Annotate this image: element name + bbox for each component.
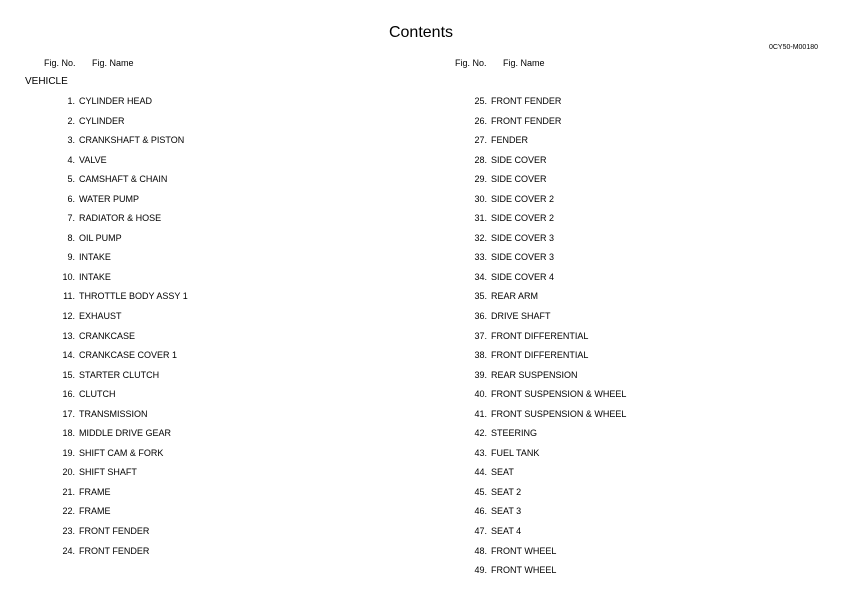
- contents-entry[interactable]: [40, 209, 188, 229]
- fig-name: OIL PUMP: [79, 232, 122, 243]
- fig-name: FRONT FENDER: [79, 545, 150, 556]
- fig-name: CRANKCASE: [79, 330, 136, 341]
- fig-number: 36.: [474, 311, 487, 322]
- contents-entry[interactable]: [40, 248, 188, 268]
- fig-name: FRAME: [79, 506, 111, 517]
- fig-name: FRAME: [79, 486, 111, 497]
- fig-number: 34.: [474, 271, 487, 282]
- contents-entry[interactable]: [40, 346, 188, 366]
- contents-entry[interactable]: [452, 346, 626, 366]
- contents-entry[interactable]: [40, 444, 188, 464]
- contents-entry[interactable]: [40, 151, 188, 171]
- fig-number: 48.: [474, 545, 487, 556]
- fig-name: CYLINDER: [79, 115, 125, 126]
- contents-entry[interactable]: [40, 307, 188, 327]
- fig-name: TRANSMISSION: [79, 408, 148, 419]
- page-title: Contents: [388, 24, 454, 41]
- fig-number: 23.: [62, 526, 75, 537]
- fig-name: SEAT: [491, 467, 514, 478]
- fig-name: INTAKE: [79, 252, 111, 263]
- fig-name: CRANKSHAFT & PISTON: [79, 135, 185, 146]
- fig-number: 43.: [474, 447, 487, 458]
- contents-entry[interactable]: [452, 542, 626, 562]
- fig-number: 16.: [62, 389, 75, 400]
- fig-number: 37.: [474, 330, 487, 341]
- fig-number: 30.: [474, 193, 487, 204]
- left-fig-name-header: Fig. Name: [92, 58, 134, 68]
- fig-name: SIDE COVER 4: [491, 271, 555, 282]
- fig-name: FRONT FENDER: [491, 115, 562, 126]
- fig-name: SEAT 2: [491, 486, 522, 497]
- contents-entry[interactable]: [452, 366, 626, 386]
- contents-list-left: [40, 92, 188, 561]
- contents-entry[interactable]: [452, 424, 626, 444]
- fig-name: SEAT 4: [491, 526, 522, 537]
- fig-name: SEAT 3: [491, 506, 522, 517]
- contents-entry[interactable]: [452, 287, 626, 307]
- section-heading-vehicle: VEHICLE: [25, 76, 68, 87]
- fig-number: 27.: [474, 135, 487, 146]
- fig-name: SIDE COVER 3: [491, 252, 555, 263]
- fig-number: 38.: [474, 350, 487, 361]
- fig-number: 29.: [474, 174, 487, 185]
- fig-number: 11.: [63, 291, 75, 302]
- fig-number: 6.: [67, 193, 75, 204]
- right-fig-no-header: Fig. No.: [455, 58, 487, 68]
- fig-name: FENDER: [491, 135, 529, 146]
- contents-entry[interactable]: [452, 327, 626, 347]
- fig-number: 20.: [62, 467, 75, 478]
- contents-entry[interactable]: [40, 483, 188, 503]
- contents-entry[interactable]: [452, 307, 626, 327]
- fig-number: 25.: [474, 96, 487, 106]
- fig-number: 5.: [67, 174, 75, 185]
- contents-entry[interactable]: [40, 268, 188, 288]
- contents-entry[interactable]: [452, 268, 626, 288]
- fig-name: VALVE: [79, 154, 107, 165]
- fig-number: 44.: [474, 467, 487, 478]
- contents-entry[interactable]: [452, 112, 626, 132]
- contents-entry[interactable]: [40, 327, 188, 347]
- fig-number: 42.: [474, 428, 487, 439]
- fig-name: SIDE COVER 2: [491, 213, 555, 224]
- fig-number: 21.: [62, 486, 75, 497]
- contents-entry[interactable]: [40, 542, 188, 562]
- contents-entry[interactable]: [40, 385, 188, 405]
- fig-name: FRONT DIFFERENTIAL: [491, 350, 589, 361]
- fig-number: 39.: [474, 369, 487, 380]
- fig-number: 2.: [67, 115, 75, 126]
- contents-entry[interactable]: [40, 170, 188, 190]
- fig-name: SIDE COVER: [491, 174, 547, 185]
- fig-name: FRONT WHEEL: [491, 545, 557, 556]
- fig-number: 33.: [474, 252, 487, 263]
- fig-number: 32.: [474, 232, 487, 243]
- contents-entry[interactable]: [40, 287, 188, 307]
- fig-name: SHIFT SHAFT: [79, 467, 137, 478]
- fig-name: REAR ARM: [491, 291, 539, 302]
- contents-entry[interactable]: [452, 463, 626, 483]
- fig-number: 4.: [67, 154, 75, 165]
- fig-name: FRONT SUSPENSION & WHEEL: [491, 389, 627, 400]
- fig-name: FRONT DIFFERENTIAL: [491, 330, 589, 341]
- fig-number: 26.: [474, 115, 487, 126]
- contents-entry[interactable]: [452, 248, 626, 268]
- fig-number: 28.: [474, 154, 487, 165]
- contents-entry[interactable]: [452, 483, 626, 503]
- fig-number: 24.: [62, 545, 75, 556]
- fig-number: 31.: [474, 213, 487, 224]
- fig-name: FUEL TANK: [491, 447, 540, 458]
- fig-name: EXHAUST: [79, 311, 122, 322]
- fig-name: FRONT FENDER: [491, 96, 562, 106]
- fig-name: SIDE COVER 3: [491, 232, 555, 243]
- fig-number: 10.: [62, 271, 75, 282]
- fig-name: INTAKE: [79, 271, 111, 282]
- contents-entry[interactable]: [40, 131, 188, 151]
- fig-number: 9.: [67, 252, 75, 263]
- fig-name: CLUTCH: [79, 389, 116, 400]
- fig-name: THROTTLE BODY ASSY 1: [79, 291, 188, 302]
- fig-name: SHIFT CAM & FORK: [79, 447, 164, 458]
- fig-number: 19.: [62, 447, 75, 458]
- fig-number: 18.: [62, 428, 75, 439]
- contents-entry[interactable]: [452, 522, 626, 542]
- contents-entry[interactable]: [40, 424, 188, 444]
- fig-number: 49.: [474, 565, 487, 576]
- fig-number: 40.: [474, 389, 487, 400]
- fig-number: 45.: [474, 486, 487, 497]
- contents-entry[interactable]: [452, 444, 626, 464]
- right-fig-name-header: Fig. Name: [503, 58, 545, 68]
- fig-number: 12.: [62, 311, 75, 322]
- contents-entry[interactable]: [452, 405, 626, 425]
- fig-number: 17.: [62, 408, 75, 419]
- fig-number: 1.: [67, 96, 75, 106]
- contents-entry[interactable]: [40, 366, 188, 386]
- fig-name: MIDDLE DRIVE GEAR: [79, 428, 172, 439]
- fig-number: 15.: [62, 369, 75, 380]
- fig-number: 3.: [67, 135, 75, 146]
- fig-name: SIDE COVER 2: [491, 193, 555, 204]
- contents-entry[interactable]: [452, 170, 626, 190]
- contents-entry[interactable]: [452, 502, 626, 522]
- fig-name: FRONT WHEEL: [491, 565, 557, 576]
- fig-name: DRIVE SHAFT: [491, 311, 551, 322]
- contents-entry[interactable]: [40, 463, 188, 483]
- fig-name: CRANKCASE COVER 1: [79, 350, 178, 361]
- contents-entry[interactable]: [452, 92, 626, 112]
- fig-name: CAMSHAFT & CHAIN: [79, 174, 168, 185]
- contents-entry[interactable]: [452, 229, 626, 249]
- fig-number: 22.: [62, 506, 75, 517]
- contents-entry[interactable]: [40, 112, 188, 132]
- fig-number: 46.: [474, 506, 487, 517]
- fig-number: 7.: [67, 213, 75, 224]
- document-code: 0CY50-M00180: [768, 44, 818, 51]
- contents-entry[interactable]: [40, 229, 188, 249]
- contents-entry[interactable]: [452, 131, 626, 151]
- contents-entry[interactable]: [40, 502, 188, 522]
- fig-number: 41.: [474, 408, 487, 419]
- fig-name: SIDE COVER: [491, 154, 547, 165]
- contents-entry[interactable]: [40, 190, 188, 210]
- contents-list-right: [452, 92, 626, 581]
- fig-number: 35.: [474, 291, 487, 302]
- left-fig-no-header: Fig. No.: [44, 58, 76, 68]
- fig-name: FRONT SUSPENSION & WHEEL: [491, 408, 627, 419]
- contents-entry[interactable]: [40, 405, 188, 425]
- fig-number: 8.: [67, 232, 75, 243]
- contents-entry[interactable]: [40, 92, 188, 112]
- fig-number: 47.: [474, 526, 487, 537]
- fig-number: 14.: [62, 350, 75, 361]
- fig-name: STARTER CLUTCH: [79, 369, 160, 380]
- fig-name: FRONT FENDER: [79, 526, 150, 537]
- fig-name: RADIATOR & HOSE: [79, 213, 162, 224]
- fig-number: 13.: [62, 330, 75, 341]
- fig-name: REAR SUSPENSION: [491, 369, 578, 380]
- contents-entry[interactable]: [452, 209, 626, 229]
- fig-name: STEERING: [491, 428, 538, 439]
- contents-entry[interactable]: [40, 522, 188, 542]
- contents-entry[interactable]: [452, 190, 626, 210]
- contents-entry[interactable]: [452, 151, 626, 171]
- fig-name: CYLINDER HEAD: [79, 96, 153, 106]
- fig-name: WATER PUMP: [79, 193, 139, 204]
- contents-entry[interactable]: [452, 561, 626, 581]
- contents-entry[interactable]: [452, 385, 626, 405]
